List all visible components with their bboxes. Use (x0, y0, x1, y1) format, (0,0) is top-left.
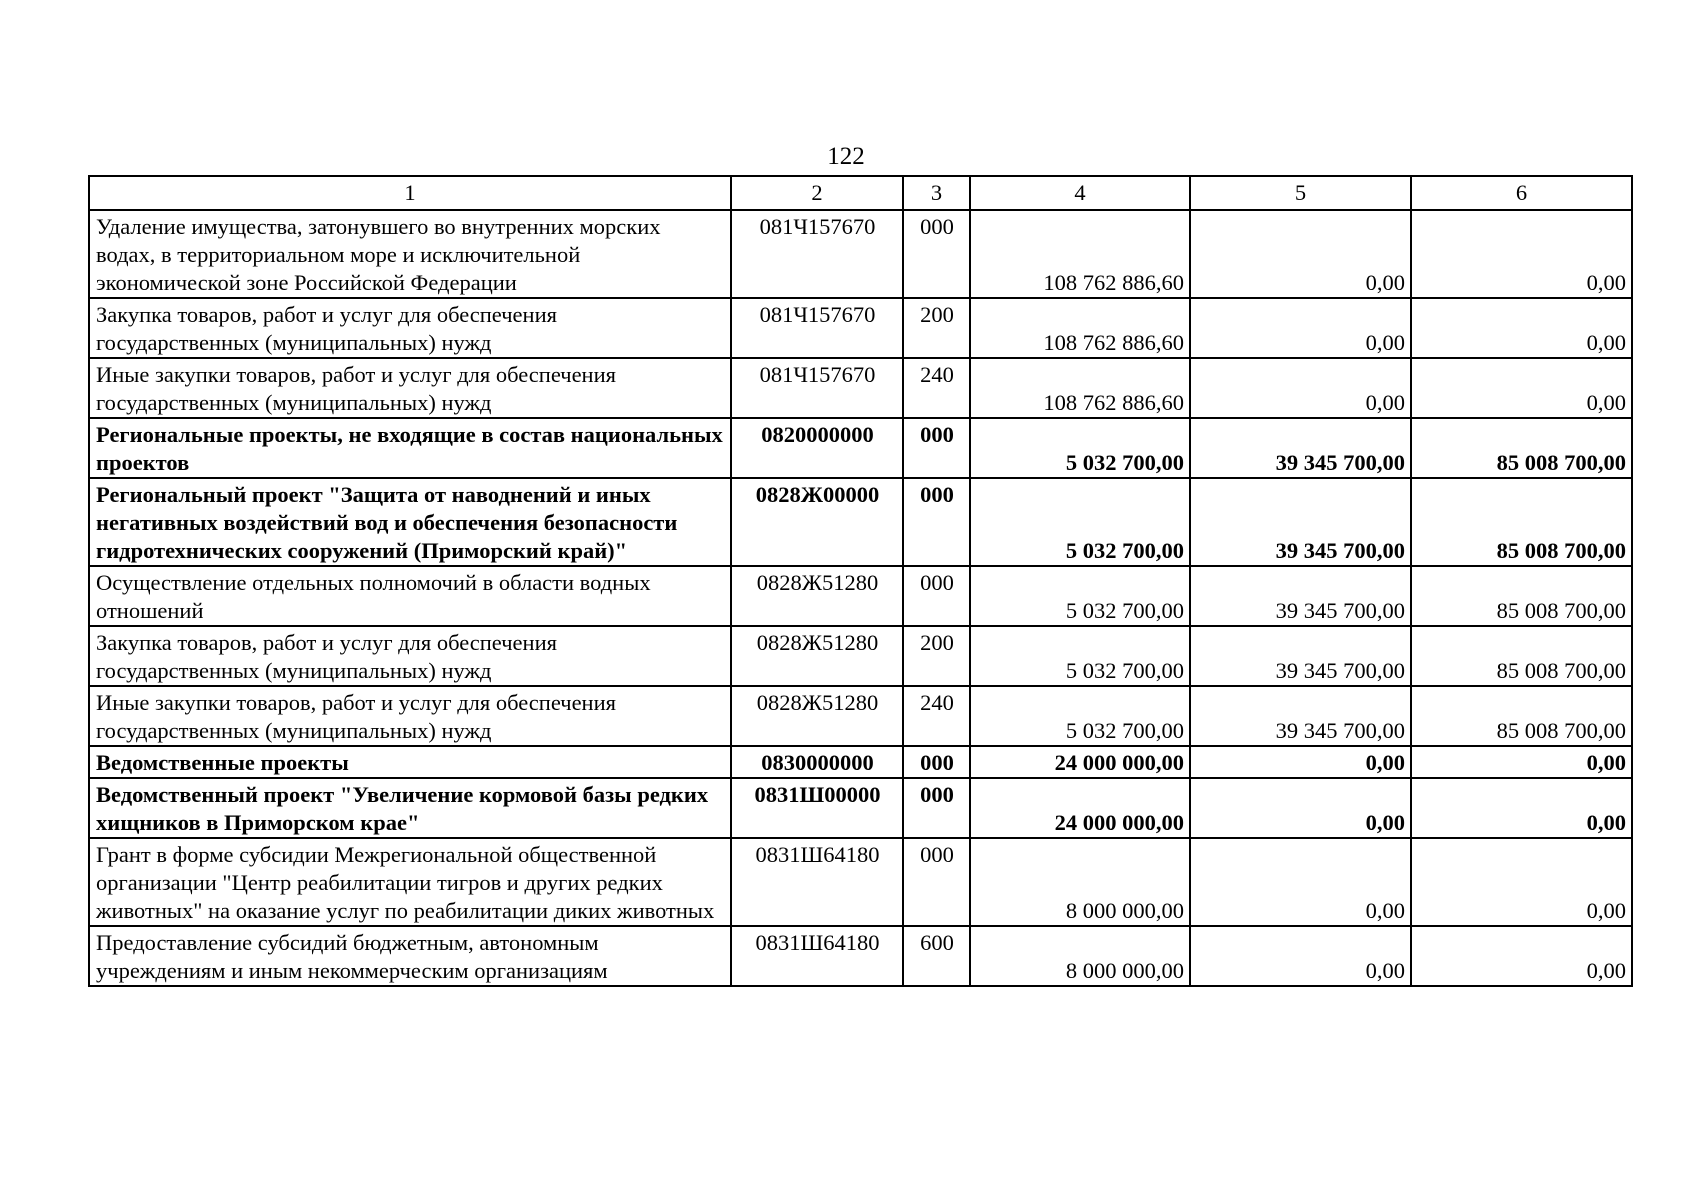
amount-col5-cell: 0,00 (1190, 298, 1411, 358)
target-code-cell: 0828Ж00000 (731, 478, 903, 566)
item-name-cell: Закупка товаров, работ и услуг для обеспечения государственных (муниципальных) нужд (89, 626, 731, 686)
table-row (89, 778, 1632, 838)
amount-col6-cell: 0,00 (1411, 838, 1632, 926)
amount-col4-cell: 5 032 700,00 (970, 686, 1190, 746)
item-name-cell: Региональные проекты, не входящие в состав национальных проектов (89, 418, 731, 478)
amount-col6-cell: 85 008 700,00 (1411, 626, 1632, 686)
column-header: 2 (731, 176, 903, 210)
amount-col5-cell: 0,00 (1190, 838, 1411, 926)
table-row (89, 566, 1632, 626)
target-code-cell: 0831Ш00000 (731, 778, 903, 838)
amount-col6-cell: 85 008 700,00 (1411, 478, 1632, 566)
expense-type-cell: 240 (903, 686, 970, 746)
expense-type-cell: 600 (903, 926, 970, 986)
item-name-cell: Иные закупки товаров, работ и услуг для обеспечения государственных (муниципальных) нужд (89, 358, 731, 418)
amount-col6-cell: 0,00 (1411, 926, 1632, 986)
amount-col6-cell: 0,00 (1411, 210, 1632, 298)
amount-col4-cell: 5 032 700,00 (970, 566, 1190, 626)
column-header: 4 (970, 176, 1190, 210)
item-name-cell: Закупка товаров, работ и услуг для обеспечения государственных (муниципальных) нужд (89, 298, 731, 358)
table-row (89, 358, 1632, 418)
column-header: 6 (1411, 176, 1632, 210)
expense-type-cell: 000 (903, 838, 970, 926)
target-code-cell: 0828Ж51280 (731, 686, 903, 746)
amount-col6-cell: 0,00 (1411, 746, 1632, 778)
table-row (89, 838, 1632, 926)
amount-col4-cell: 108 762 886,60 (970, 358, 1190, 418)
table-header-row (89, 176, 1632, 210)
amount-col5-cell: 39 345 700,00 (1190, 418, 1411, 478)
column-header: 5 (1190, 176, 1411, 210)
table-row (89, 626, 1632, 686)
target-code-cell: 0831Ш64180 (731, 838, 903, 926)
target-code-cell: 0830000000 (731, 746, 903, 778)
expense-type-cell: 000 (903, 566, 970, 626)
amount-col5-cell: 39 345 700,00 (1190, 566, 1411, 626)
table-row (89, 926, 1632, 986)
amount-col5-cell: 0,00 (1190, 778, 1411, 838)
amount-col5-cell: 39 345 700,00 (1190, 686, 1411, 746)
amount-col5-cell: 0,00 (1190, 746, 1411, 778)
item-name-cell: Региональный проект "Защита от наводнений и иных негативных воздействий вод и обеспечения безопасности гидротехнических сооружений (Приморский край)" (89, 478, 731, 566)
expense-type-cell: 000 (903, 478, 970, 566)
budget-table (88, 175, 1633, 987)
column-header: 3 (903, 176, 970, 210)
item-name-cell: Иные закупки товаров, работ и услуг для обеспечения государственных (муниципальных) нужд (89, 686, 731, 746)
amount-col6-cell: 0,00 (1411, 358, 1632, 418)
table-row (89, 686, 1632, 746)
amount-col5-cell: 0,00 (1190, 210, 1411, 298)
target-code-cell: 0831Ш64180 (731, 926, 903, 986)
amount-col6-cell: 0,00 (1411, 298, 1632, 358)
amount-col4-cell: 24 000 000,00 (970, 778, 1190, 838)
table-row (89, 746, 1632, 778)
item-name-cell: Предоставление субсидий бюджетным, автономным учреждениям и иным некоммерческим организациям (89, 926, 731, 986)
item-name-cell: Ведомственный проект "Увеличение кормовой базы редких хищников в Приморском крае" (89, 778, 731, 838)
expense-type-cell: 240 (903, 358, 970, 418)
amount-col6-cell: 85 008 700,00 (1411, 686, 1632, 746)
amount-col5-cell: 39 345 700,00 (1190, 478, 1411, 566)
expense-type-cell: 200 (903, 298, 970, 358)
amount-col5-cell: 0,00 (1190, 358, 1411, 418)
table-row (89, 210, 1632, 298)
target-code-cell: 081Ч157670 (731, 210, 903, 298)
amount-col4-cell: 5 032 700,00 (970, 626, 1190, 686)
expense-type-cell: 000 (903, 210, 970, 298)
amount-col4-cell: 108 762 886,60 (970, 210, 1190, 298)
amount-col4-cell: 8 000 000,00 (970, 926, 1190, 986)
item-name-cell: Удаление имущества, затонувшего во внутренних морских водах, в территориальном море и исключительной экономической зоне Российской Федерации (89, 210, 731, 298)
amount-col4-cell: 108 762 886,60 (970, 298, 1190, 358)
expense-type-cell: 000 (903, 746, 970, 778)
item-name-cell: Ведомственные проекты (89, 746, 731, 778)
target-code-cell: 0828Ж51280 (731, 566, 903, 626)
amount-col4-cell: 8 000 000,00 (970, 838, 1190, 926)
amount-col5-cell: 39 345 700,00 (1190, 626, 1411, 686)
target-code-cell: 081Ч157670 (731, 298, 903, 358)
table-row (89, 478, 1632, 566)
amount-col6-cell: 85 008 700,00 (1411, 418, 1632, 478)
target-code-cell: 081Ч157670 (731, 358, 903, 418)
table-row (89, 298, 1632, 358)
table-row (89, 418, 1632, 478)
amount-col4-cell: 5 032 700,00 (970, 418, 1190, 478)
target-code-cell: 0828Ж51280 (731, 626, 903, 686)
amount-col6-cell: 0,00 (1411, 778, 1632, 838)
item-name-cell: Грант в форме субсидии Межрегиональной общественной организации "Центр реабилитации тигров и других редких животных" на оказание услуг по реабилитации диких животных (89, 838, 731, 926)
amount-col4-cell: 24 000 000,00 (970, 746, 1190, 778)
amount-col5-cell: 0,00 (1190, 926, 1411, 986)
amount-col4-cell: 5 032 700,00 (970, 478, 1190, 566)
amount-col6-cell: 85 008 700,00 (1411, 566, 1632, 626)
column-header: 1 (89, 176, 731, 210)
page-number: 122 (827, 143, 865, 170)
expense-type-cell: 000 (903, 778, 970, 838)
target-code-cell: 0820000000 (731, 418, 903, 478)
expense-type-cell: 000 (903, 418, 970, 478)
item-name-cell: Осуществление отдельных полномочий в области водных отношений (89, 566, 731, 626)
expense-type-cell: 200 (903, 626, 970, 686)
